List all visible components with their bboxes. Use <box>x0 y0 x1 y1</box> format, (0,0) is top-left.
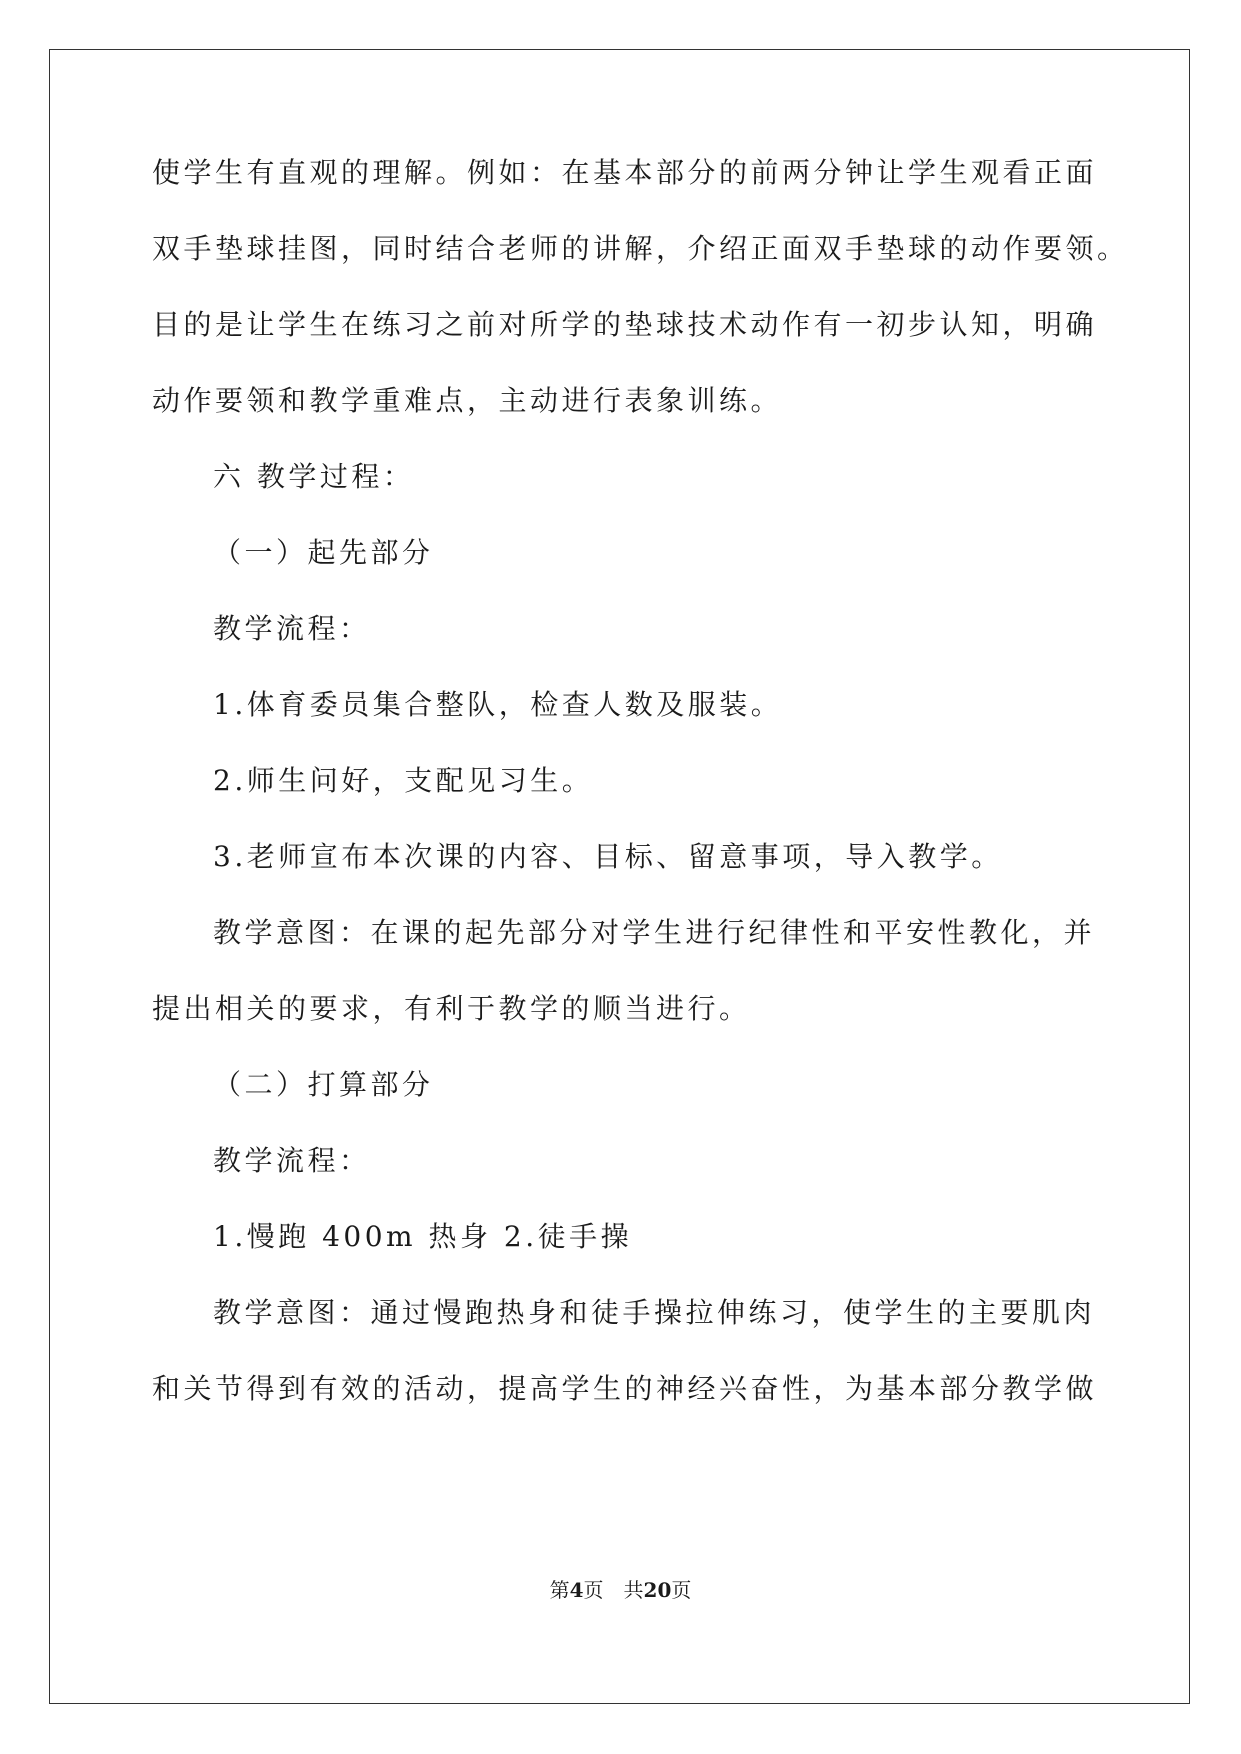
page-suffix: 页 <box>671 1578 692 1602</box>
page-footer <box>0 1576 1241 1604</box>
paragraph-line: 教学意图：在课的起先部分对学生进行纪律性和平安性教化，并 <box>213 916 1096 949</box>
paragraph-line: 教学流程： <box>213 612 371 645</box>
subsection-heading: （一）起先部分 <box>213 536 434 569</box>
paragraph-line: 双手垫球挂图，同时结合老师的讲解，介绍正面双手垫球的动作要领。 <box>152 232 1129 265</box>
list-item: 1.体育委员集合整队，检查人数及服装。 <box>213 688 783 721</box>
paragraph-line: 教学流程： <box>213 1144 371 1177</box>
paragraph-line: 使学生有直观的理解。例如：在基本部分的前两分钟让学生观看正面 <box>152 156 1098 189</box>
paragraph-line: 目的是让学生在练习之前对所学的垫球技术动作有一初步认知，明确 <box>152 308 1098 341</box>
subsection-heading: （二）打算部分 <box>213 1068 434 1101</box>
page-mid: 页 共 <box>583 1578 644 1602</box>
list-item: 3.老师宣布本次课的内容、目标、留意事项，导入教学。 <box>213 840 1003 873</box>
total-page-number: 20 <box>643 1578 672 1602</box>
paragraph-line: 动作要领和教学重难点，主动进行表象训练。 <box>152 384 783 417</box>
paragraph-line: 和关节得到有效的活动，提高学生的神经兴奋性，为基本部分教学做 <box>152 1372 1098 1405</box>
current-page-number: 4 <box>569 1578 584 1602</box>
paragraph-line: 教学意图：通过慢跑热身和徒手操拉伸练习，使学生的主要肌肉 <box>213 1296 1096 1329</box>
paragraph-line: 提出相关的要求，有利于教学的顺当进行。 <box>152 992 751 1025</box>
page-prefix: 第 <box>549 1578 570 1602</box>
list-item: 2.师生问好，支配见习生。 <box>213 764 594 797</box>
list-item: 1.慢跑 400m 热身 2.徒手操 <box>213 1220 633 1253</box>
section-heading: 六 教学过程： <box>213 460 415 493</box>
